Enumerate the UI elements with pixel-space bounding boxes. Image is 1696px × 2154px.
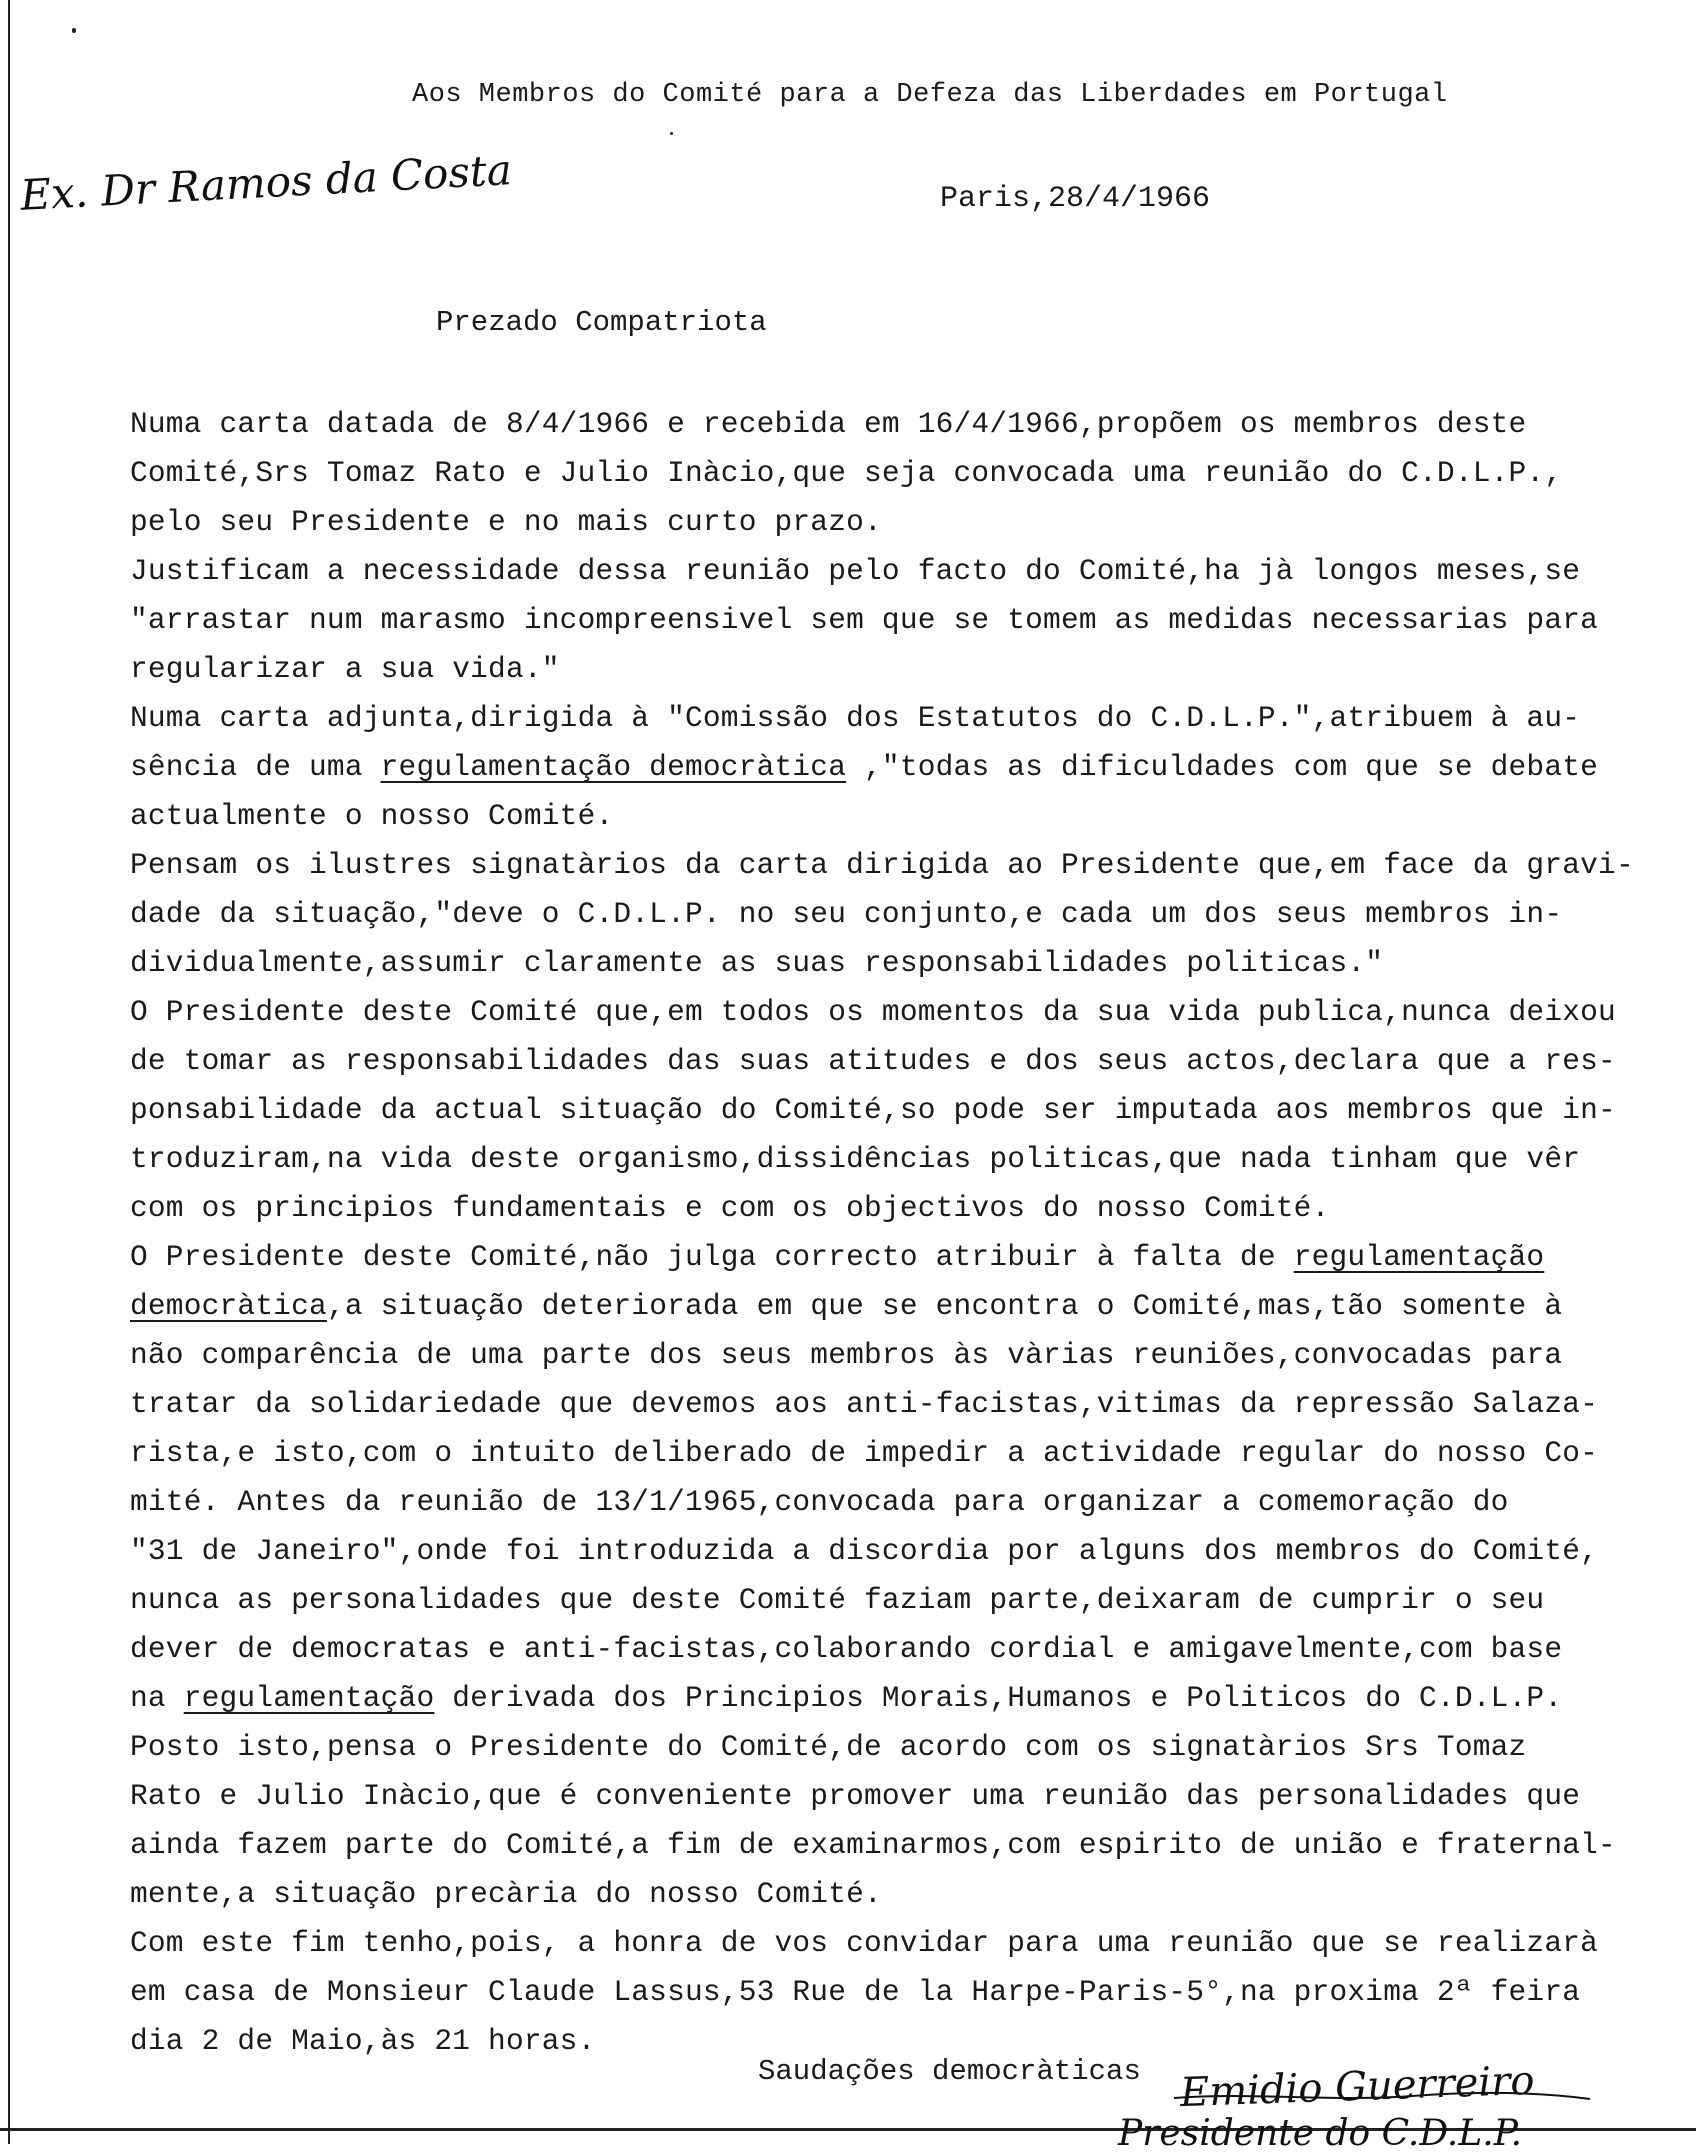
- ink-speck: [72, 28, 76, 33]
- body-line: dever de democratas e anti-facistas,colaborando cordial e amigavelmente,com base: [130, 1632, 1563, 1666]
- body-line: Numa carta datada de 8/4/1966 e recebida em 16/4/1966,propõem os membros deste: [130, 407, 1527, 441]
- body-line: "31 de Janeiro",onde foi introduzida a discordia por alguns dos membros do Comité,: [130, 1534, 1599, 1568]
- body-line: Comité,Srs Tomaz Rato e Julio Inàcio,que seja convocada uma reunião do C.D.L.P.,: [130, 456, 1563, 490]
- signature-flourish: [1172, 2090, 1592, 2104]
- body-line: mité. Antes da reunião de 13/1/1965,convocada para organizar a comemoração do: [130, 1485, 1509, 1519]
- body-line: dividualmente,assumir claramente as suas responsabilidades politicas.": [130, 946, 1384, 980]
- body-line: democràtica,a situação deteriorada em que se encontra o Comité,mas,tão somente à: [130, 1289, 1563, 1323]
- body-line: ainda fazem parte do Comité,a fim de examinarmos,com espirito de união e fraternal-: [130, 1828, 1616, 1862]
- closing: Saudações democràticas: [758, 2055, 1141, 2088]
- body-line: em casa de Monsieur Claude Lassus,53 Rue de la Harpe-Paris-5°,na proxima 2ª feira: [130, 1975, 1581, 2009]
- body-line: Posto isto,pensa o Presidente do Comité,de acordo com os signatàrios Srs Tomaz: [130, 1730, 1527, 1764]
- body-line: Com este fim tenho,pois, a honra de vos convidar para uma reunião que se realizarà: [130, 1926, 1599, 1960]
- body-line: "arrastar num marasmo incompreensivel sem que se tomem as medidas necessarias para: [130, 603, 1599, 637]
- salutation: Prezado Compatriota: [436, 306, 767, 339]
- page-edge-left: [8, 0, 10, 2144]
- body-line: Justificam a necessidade dessa reunião pelo facto do Comité,ha jà longos meses,se: [130, 554, 1581, 588]
- body-line: Rato e Julio Inàcio,que é conveniente promover uma reunião das personalidades que: [130, 1779, 1581, 1813]
- handwritten-signature-title: Presidente do C.D.L.P.: [1118, 2113, 1523, 2154]
- body-line: com os principios fundamentais e com os objectivos do nosso Comité.: [130, 1191, 1330, 1225]
- body-line: sência de uma regulamentação democràtica ,"todas as dificuldades com que se debate: [130, 750, 1599, 784]
- body-line: na regulamentação derivada dos Principios Morais,Humanos e Politicos do C.D.L.P.: [130, 1681, 1563, 1715]
- body-line: troduziram,na vida deste organismo,dissidências politicas,que nada tinham que vêr: [130, 1142, 1581, 1176]
- body-line: rista,e isto,com o intuito deliberado de impedir a actividade regular do nosso Co-: [130, 1436, 1599, 1470]
- body-line: dade da situação,"deve o C.D.L.P. no seu conjunto,e cada um dos seus membros in-: [130, 897, 1563, 931]
- body-line: actualmente o nosso Comité.: [130, 799, 614, 833]
- ink-speck: [670, 132, 673, 135]
- body-line: O Presidente deste Comité,não julga correcto atribuir à falta de regulamentação: [130, 1240, 1545, 1274]
- body-line: não comparência de uma parte dos seus membros às vàrias reuniões,convocadas para: [130, 1338, 1563, 1372]
- body-line: regularizar a sua vida.": [130, 652, 560, 686]
- place-date: Paris,28/4/1966: [940, 182, 1211, 216]
- body-line: de tomar as responsabilidades das suas atitudes e dos seus actos,declara que a res-: [130, 1044, 1616, 1078]
- body-line: pelo seu Presidente e no mais curto prazo.: [130, 505, 882, 539]
- handwritten-addressee: Ex. Dr Ramos da Costa: [19, 145, 513, 220]
- letter-body: [130, 400, 1670, 2066]
- body-line: tratar da solidariedade que devemos aos anti-facistas,vitimas da repressão Salaza-: [130, 1387, 1599, 1421]
- body-line: O Presidente deste Comité que,em todos os momentos da sua vida publica,nunca deixou: [130, 995, 1616, 1029]
- body-line: mente,a situação precària do nosso Comité.: [130, 1877, 882, 1911]
- body-line: dia 2 de Maio,às 21 horas.: [130, 2024, 596, 2058]
- body-line: Pensam os ilustres signatàrios da carta dirigida ao Presidente que,em face da gravi-: [130, 848, 1634, 882]
- body-line: nunca as personalidades que deste Comité faziam parte,deixaram de cumprir o seu: [130, 1583, 1545, 1617]
- letter-heading: Aos Membros do Comité para a Defeza das Liberdades em Portugal: [412, 80, 1448, 110]
- handwritten-signature: Emidio Guerreiro: [1179, 2057, 1536, 2117]
- body-line: Numa carta adjunta,dirigida à "Comissão dos Estatutos do C.D.L.P.",atribuem à au-: [130, 701, 1581, 735]
- body-line: ponsabilidade da actual situação do Comité,so pode ser imputada aos membros que in-: [130, 1093, 1616, 1127]
